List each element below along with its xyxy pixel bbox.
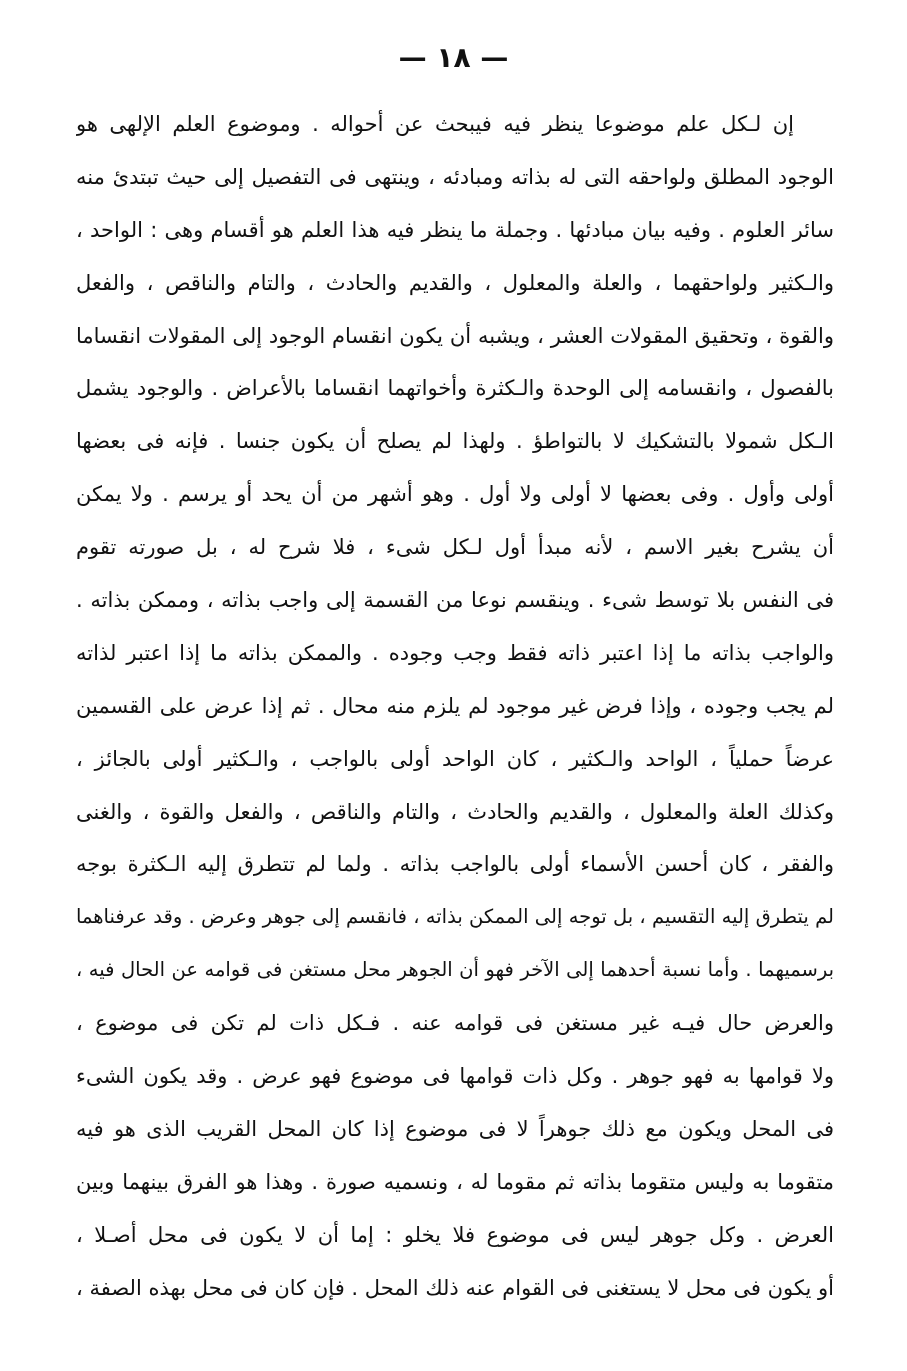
text-line: برسميهما . وأما نسبة أحدهما إلى الآخر فهو أن الجوهر محل مستغن فى قوامه عن الحال فيه ، [76, 958, 834, 982]
text-line: والواجب بذاته ما إذا اعتبر ذاته فقط وجب وجوده . والممكن بذاته ما إذا اعتبر لذاته [76, 640, 834, 665]
text-line: متقوما به وليس متقوما بذاته ثم مقوما له ، ونسميه صورة . وهذا هو الفرق بينهما وبين [76, 1169, 834, 1194]
page-number: — ١٨ — [398, 41, 509, 74]
text-line: والـكثير ولواحقهما ، والعلة والمعلول ، والقديم والحادث ، والتام والناقص ، والفعل [76, 270, 834, 295]
text-line: بالفصول ، وانقسامه إلى الوحدة والـكثرة وأخواتهما انقساما بالأعراض . والوجود يشمل [76, 376, 834, 401]
text-line: أو يكون فى محل لا يستغنى فى القوام عنه ذلك المحل . فإن كان فى محل بهذه الصفة ، [76, 1275, 834, 1300]
text-line: العرض . وكل جوهر ليس فى موضوع فلا يخلو : إما أن لا يكون فى محل أصـلا ، [76, 1222, 834, 1247]
text-line: الوجود المطلق ولواحقه التى له بذاته ومبادئه ، وينتهى فى التفصيل إلى حيث تبتدئ منه [76, 164, 834, 189]
text-line: أولى وأول . وفى بعضها لا أولى ولا أول . وهو أشهر من أن يحد أو يرسم . ولا يمكن [76, 482, 834, 507]
text-line: عرضاً حملياً ، الواحد والـكثير ، كان الواحد أولى بالواجب ، والـكثير أولى بالجائز ، [76, 746, 834, 771]
body-text [76, 98, 834, 1314]
text-line: فى النفس بلا توسط شىء . وينقسم نوعا من القسمة إلى واجب بذاته ، وممكن بذاته . [76, 588, 834, 613]
text-line: وكذلك العلة والمعلول ، والقديم والحادث ، والتام والناقص ، والفعل والقوة ، والغنى [76, 799, 834, 824]
text-line: ولا قوامها به فهو جوهر . وكل ذات قوامها فى موضوع فهو عرض . وقد يكون الشىء [76, 1064, 834, 1089]
text-line: أن يشرح بغير الاسم ، لأنه مبدأ أول لـكل شىء ، فلا شرح له ، بل صورته تقوم [76, 535, 834, 560]
text-line: سائر العلوم . وفيه بيان مبادئها . وجملة ما ينظر فيه هذا العلم هو أقسام وهى : الواحد ، [76, 217, 834, 242]
text-line: والفقر ، كان أحسن الأسماء أولى بالواجب بذاته . ولما لم تتطرق إليه الـكثرة بوجه [76, 852, 834, 877]
text-line: إن لـكل علم موضوعا ينظر فيه فيبحث عن أحواله . وموضوع العلم الإلهى هو [76, 112, 794, 136]
text-line: والقوة ، وتحقيق المقولات العشر ، ويشبه أن يكون انقسام الوجود إلى المقولات انقساما [76, 323, 834, 348]
text-line: الـكل شمولا بالتشكيك لا بالتواطؤ . ولهذا لم يصلح أن يكون جنسا . فإنه فى بعضها [76, 429, 834, 454]
text-line: لم يتطرق إليه التقسيم ، بل توجه إلى الممكن بذاته ، فانقسم إلى جوهر وعرض . وقد عرفناهما [76, 905, 834, 929]
text-line: والعرض حال فيـه غير مستغن فى قوامه عنه . فـكل ذات لم تكن فى موضوع ، [76, 1011, 834, 1036]
text-line: فى المحل ويكون مع ذلك جوهراً لا فى موضوع إذا كان المحل القريب الذى هو فيه [76, 1116, 834, 1141]
text-line: لم يجب وجوده ، وإذا فرض غير موجود لم يلزم منه محال . ثم إذا عرض على القسمين [76, 693, 834, 718]
